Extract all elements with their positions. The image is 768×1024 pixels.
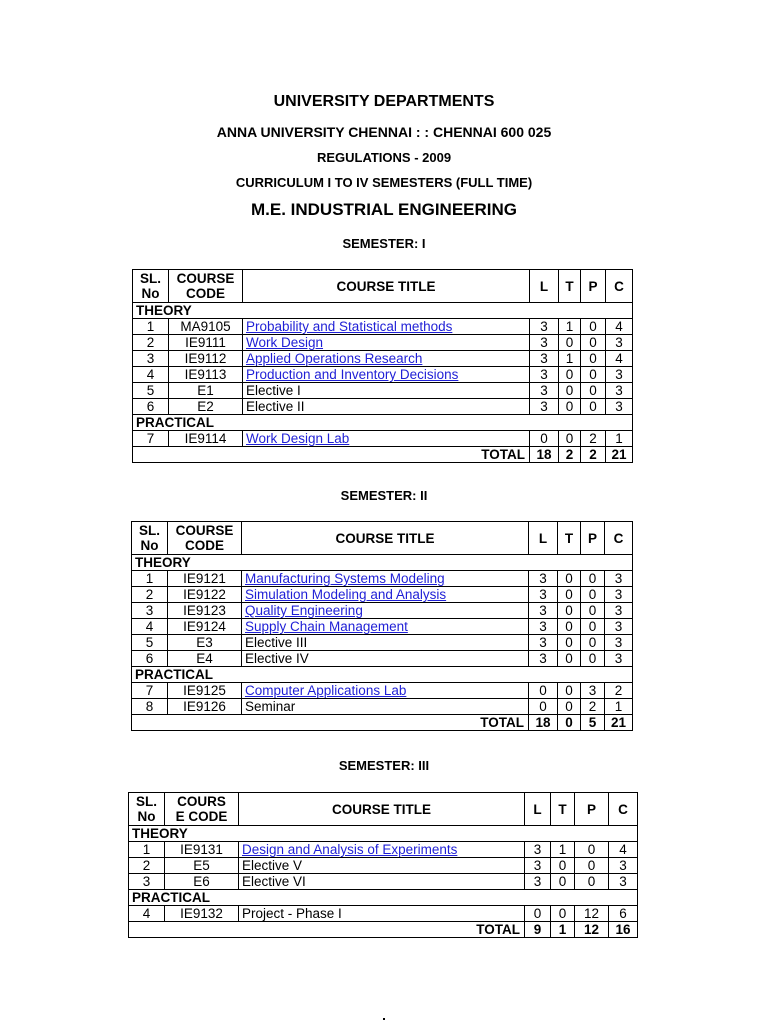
course-title-cell — [242, 587, 529, 603]
practical-cell: 2 — [581, 699, 605, 715]
course-title-cell — [243, 319, 530, 335]
course-title-text: Elective VI — [242, 874, 306, 889]
course-code-cell: IE9112 — [169, 351, 243, 367]
lecture-cell: 3 — [525, 858, 551, 874]
credits-cell: 3 — [606, 383, 633, 399]
course-title-cell — [242, 619, 529, 635]
course-code-header-line2: E CODE — [175, 809, 228, 824]
lecture-cell: 3 — [530, 319, 559, 335]
sl-no-cell: 8 — [132, 699, 168, 715]
semester-1-heading: SEMESTER: I — [342, 236, 426, 251]
course-code-cell: E6 — [165, 874, 239, 890]
sl-no-cell: 1 — [133, 319, 169, 335]
course-title-cell — [243, 335, 530, 351]
sl-no-cell: 4 — [129, 906, 165, 922]
credits-cell: 2 — [605, 683, 633, 699]
lecture-cell: 0 — [529, 699, 558, 715]
page-heading: UNIVERSITY DEPARTMENTS — [273, 93, 495, 110]
tutorial-cell: 0 — [551, 874, 575, 890]
course-row — [132, 603, 633, 619]
university-line: ANNA UNIVERSITY CHENNAI : : CHENNAI 600 025 — [216, 124, 552, 140]
sl-no-cell: 5 — [133, 383, 169, 399]
tutorial-cell: 1 — [559, 351, 581, 367]
total-practical: 5 — [581, 715, 605, 731]
credits-cell: 6 — [609, 906, 638, 922]
lecture-cell: 3 — [529, 651, 558, 667]
course-code-header-line2: CODE — [185, 286, 225, 301]
course-row — [132, 619, 633, 635]
course-title-cell — [239, 842, 525, 858]
course-code-cell: E1 — [169, 383, 243, 399]
credits-cell: 3 — [605, 587, 633, 603]
practical-cell: 0 — [581, 635, 605, 651]
course-row — [133, 319, 633, 335]
table-header-row — [129, 793, 638, 826]
tutorial-cell: 0 — [559, 399, 581, 415]
sl-no-cell: 7 — [132, 683, 168, 699]
course-title-link[interactable]: Computer Applications Lab — [245, 683, 407, 698]
course-row — [133, 335, 633, 351]
semester-2-heading: SEMESTER: II — [340, 488, 428, 503]
table-header-row — [132, 522, 633, 555]
credits-header: C — [609, 793, 638, 826]
sl-no-cell: 5 — [132, 635, 168, 651]
sl-no-cell: 6 — [133, 399, 169, 415]
programme-title: M.E. INDUSTRIAL ENGINEERING — [250, 200, 518, 219]
course-title-cell — [242, 683, 529, 699]
total-label: TOTAL — [129, 922, 525, 938]
course-title-link[interactable]: Work Design Lab — [246, 431, 350, 446]
sl-no-header — [129, 793, 165, 826]
sl-no-cell: 7 — [133, 431, 169, 447]
course-code-header-line1: COURSE — [176, 271, 235, 286]
theory-section-row — [132, 555, 633, 571]
sl-no-header-line1: SL. — [139, 271, 161, 286]
semester-3-table — [128, 792, 638, 938]
theory-section-label: THEORY — [132, 555, 633, 571]
regulations-line: REGULATIONS - 2009 — [316, 150, 452, 165]
theory-section-row — [129, 826, 638, 842]
curriculum-line: CURRICULUM I TO IV SEMESTERS (FULL TIME) — [235, 175, 533, 190]
course-row — [133, 367, 633, 383]
tutorial-cell: 0 — [559, 431, 581, 447]
sl-no-header-line2: No — [140, 538, 159, 553]
course-title-header: COURSE TITLE — [239, 793, 525, 826]
course-row — [133, 351, 633, 367]
total-tutorial: 0 — [558, 715, 581, 731]
sl-no-header-line1: SL. — [138, 523, 160, 538]
sl-no-cell: 4 — [132, 619, 168, 635]
course-title-cell — [242, 635, 529, 651]
tutorial-cell: 1 — [559, 319, 581, 335]
lecture-cell: 3 — [529, 571, 558, 587]
practical-header: P — [575, 793, 609, 826]
course-code-cell: E5 — [165, 858, 239, 874]
course-code-cell: IE9131 — [165, 842, 239, 858]
course-title-cell — [239, 874, 525, 890]
practical-header: P — [581, 522, 605, 555]
practical-cell: 0 — [581, 651, 605, 667]
practical-cell: 0 — [581, 335, 606, 351]
practical-section-label: PRACTICAL — [132, 667, 633, 683]
credits-header: C — [606, 270, 633, 303]
course-row — [133, 431, 633, 447]
sl-no-cell: 6 — [132, 651, 168, 667]
sl-no-header — [132, 522, 168, 555]
course-title-cell — [242, 651, 529, 667]
course-row — [129, 842, 638, 858]
sl-no-header-line2: No — [137, 809, 156, 824]
credits-cell: 3 — [605, 619, 633, 635]
lecture-cell: 3 — [530, 367, 559, 383]
lecture-cell: 3 — [530, 399, 559, 415]
sl-no-cell: 2 — [133, 335, 169, 351]
credits-cell: 3 — [609, 874, 638, 890]
lecture-cell: 3 — [525, 842, 551, 858]
course-code-cell: IE9114 — [169, 431, 243, 447]
lecture-cell: 3 — [530, 383, 559, 399]
course-title-text: Seminar — [245, 699, 296, 714]
sl-no-cell: 2 — [132, 587, 168, 603]
course-code-cell: IE9113 — [169, 367, 243, 383]
total-label: TOTAL — [133, 447, 530, 463]
practical-cell: 0 — [575, 858, 609, 874]
course-code-cell: IE9111 — [169, 335, 243, 351]
practical-cell: 0 — [575, 842, 609, 858]
tutorial-cell: 0 — [558, 603, 581, 619]
tutorial-header: T — [551, 793, 575, 826]
sl-no-cell: 4 — [133, 367, 169, 383]
tutorial-cell: 0 — [558, 571, 581, 587]
practical-cell: 0 — [581, 587, 605, 603]
credits-cell: 3 — [606, 335, 633, 351]
course-title-header: COURSE TITLE — [242, 522, 529, 555]
total-tutorial: 1 — [551, 922, 575, 938]
tutorial-cell: 0 — [558, 683, 581, 699]
course-title-cell — [243, 351, 530, 367]
course-code-cell: IE9125 — [168, 683, 242, 699]
total-credits: 21 — [606, 447, 633, 463]
total-practical: 2 — [581, 447, 606, 463]
sl-no-header-line1: SL. — [135, 794, 157, 809]
course-title-link[interactable]: Applied Operations Research — [246, 351, 423, 366]
tutorial-cell: 0 — [551, 858, 575, 874]
theory-section-row — [133, 303, 633, 319]
sl-no-cell: 3 — [132, 603, 168, 619]
practical-cell: 0 — [581, 319, 606, 335]
total-lecture: 18 — [529, 715, 558, 731]
practical-header: P — [581, 270, 606, 303]
practical-cell: 0 — [581, 571, 605, 587]
page-mark — [383, 1018, 385, 1020]
total-lecture: 18 — [530, 447, 559, 463]
lecture-header: L — [530, 270, 559, 303]
lecture-cell: 3 — [530, 335, 559, 351]
sl-no-cell: 2 — [129, 858, 165, 874]
lecture-cell: 3 — [529, 603, 558, 619]
practical-section-label: PRACTICAL — [129, 890, 638, 906]
course-code-cell: IE9124 — [168, 619, 242, 635]
course-title-cell — [242, 603, 529, 619]
course-title-text: Project - Phase I — [242, 906, 342, 921]
practical-cell: 0 — [581, 399, 606, 415]
course-title-cell — [243, 383, 530, 399]
credits-cell: 3 — [605, 651, 633, 667]
course-row — [129, 858, 638, 874]
lecture-header: L — [525, 793, 551, 826]
course-title-link[interactable]: Supply Chain Management — [245, 619, 408, 634]
credits-cell: 3 — [605, 603, 633, 619]
course-code-header — [169, 270, 243, 303]
practical-cell: 0 — [575, 874, 609, 890]
practical-section-label: PRACTICAL — [133, 415, 633, 431]
course-row — [132, 699, 633, 715]
theory-section-label: THEORY — [133, 303, 633, 319]
practical-cell: 0 — [581, 619, 605, 635]
semester-2-table — [131, 521, 633, 731]
table-header-row — [133, 270, 633, 303]
course-title-cell — [242, 699, 529, 715]
course-row — [133, 383, 633, 399]
sl-no-cell: 3 — [129, 874, 165, 890]
total-row — [132, 715, 633, 731]
course-code-header-line1: COURSE — [175, 523, 234, 538]
total-credits: 16 — [609, 922, 638, 938]
tutorial-cell: 0 — [559, 335, 581, 351]
semester-1-table — [132, 269, 633, 463]
practical-section-row — [129, 890, 638, 906]
course-code-cell: IE9126 — [168, 699, 242, 715]
lecture-cell: 3 — [530, 351, 559, 367]
course-title-link[interactable]: Work Design — [246, 335, 324, 350]
course-row — [133, 399, 633, 415]
course-title-link[interactable]: Design and Analysis of Experiments — [242, 842, 458, 857]
practical-section-row — [133, 415, 633, 431]
course-title-cell — [242, 571, 529, 587]
total-practical: 12 — [575, 922, 609, 938]
course-code-cell: MA9105 — [169, 319, 243, 335]
practical-cell: 0 — [581, 603, 605, 619]
course-title-cell — [243, 431, 530, 447]
course-title-text: Elective III — [245, 635, 308, 650]
course-code-cell: E3 — [168, 635, 242, 651]
course-row — [132, 587, 633, 603]
tutorial-header: T — [559, 270, 581, 303]
tutorial-cell: 0 — [558, 651, 581, 667]
tutorial-cell: 0 — [558, 699, 581, 715]
lecture-header: L — [529, 522, 558, 555]
tutorial-cell: 1 — [551, 842, 575, 858]
total-row — [133, 447, 633, 463]
course-row — [132, 683, 633, 699]
credits-cell: 1 — [606, 431, 633, 447]
course-code-cell: IE9123 — [168, 603, 242, 619]
total-label: TOTAL — [132, 715, 529, 731]
course-title-cell — [243, 367, 530, 383]
course-title-cell — [243, 399, 530, 415]
course-row — [129, 874, 638, 890]
course-title-cell — [239, 906, 525, 922]
lecture-cell: 0 — [525, 906, 551, 922]
course-title-text: Elective IV — [245, 651, 309, 666]
credits-cell: 3 — [606, 399, 633, 415]
course-title-link[interactable]: Production and Inventory Decisions — [246, 367, 459, 382]
lecture-cell: 3 — [525, 874, 551, 890]
course-row — [132, 651, 633, 667]
tutorial-cell: 0 — [558, 635, 581, 651]
tutorial-cell: 0 — [559, 367, 581, 383]
credits-cell: 4 — [606, 319, 633, 335]
course-row — [132, 571, 633, 587]
lecture-cell: 0 — [529, 683, 558, 699]
tutorial-cell: 0 — [559, 383, 581, 399]
practical-section-row — [132, 667, 633, 683]
course-title-cell — [239, 858, 525, 874]
credits-cell: 1 — [605, 699, 633, 715]
course-title-header: COURSE TITLE — [243, 270, 530, 303]
course-code-cell: IE9122 — [168, 587, 242, 603]
credits-header: C — [605, 522, 633, 555]
sl-no-header-line2: No — [141, 286, 160, 301]
tutorial-header: T — [558, 522, 581, 555]
course-title-text: Elective I — [246, 383, 301, 398]
course-title-link[interactable]: Quality Engineering — [245, 603, 363, 618]
credits-cell: 4 — [609, 842, 638, 858]
total-credits: 21 — [605, 715, 633, 731]
total-row — [129, 922, 638, 938]
total-tutorial: 2 — [559, 447, 581, 463]
course-code-header-line2: CODE — [184, 538, 224, 553]
sl-no-header — [133, 270, 169, 303]
course-code-cell: E2 — [169, 399, 243, 415]
sl-no-cell: 3 — [133, 351, 169, 367]
course-code-cell: IE9121 — [168, 571, 242, 587]
course-code-header — [165, 793, 239, 826]
course-code-cell: E4 — [168, 651, 242, 667]
course-code-cell: IE9132 — [165, 906, 239, 922]
course-row — [129, 906, 638, 922]
tutorial-cell: 0 — [558, 619, 581, 635]
theory-section-label: THEORY — [129, 826, 638, 842]
course-title-link[interactable]: Simulation Modeling and Analysis — [245, 587, 447, 602]
course-row — [132, 635, 633, 651]
practical-cell: 12 — [575, 906, 609, 922]
credits-cell: 3 — [605, 635, 633, 651]
practical-cell: 2 — [581, 431, 606, 447]
credits-cell: 3 — [606, 367, 633, 383]
sl-no-cell: 1 — [132, 571, 168, 587]
sl-no-cell: 1 — [129, 842, 165, 858]
credits-cell: 3 — [609, 858, 638, 874]
semester-3-heading: SEMESTER: III — [338, 758, 430, 773]
practical-cell: 0 — [581, 383, 606, 399]
credits-cell: 3 — [605, 571, 633, 587]
course-title-text: Elective V — [242, 858, 303, 873]
lecture-cell: 0 — [530, 431, 559, 447]
tutorial-cell: 0 — [558, 587, 581, 603]
credits-cell: 4 — [606, 351, 633, 367]
practical-cell: 0 — [581, 367, 606, 383]
course-code-header-line1: COURS — [177, 794, 226, 809]
lecture-cell: 3 — [529, 619, 558, 635]
course-title-link[interactable]: Probability and Statistical methods — [246, 319, 453, 334]
course-title-link[interactable]: Manufacturing Systems Modeling — [245, 571, 445, 586]
course-title-text: Elective II — [246, 399, 305, 414]
lecture-cell: 3 — [529, 635, 558, 651]
total-lecture: 9 — [525, 922, 551, 938]
practical-cell: 3 — [581, 683, 605, 699]
practical-cell: 0 — [581, 351, 606, 367]
course-code-header — [168, 522, 242, 555]
lecture-cell: 3 — [529, 587, 558, 603]
tutorial-cell: 0 — [551, 906, 575, 922]
